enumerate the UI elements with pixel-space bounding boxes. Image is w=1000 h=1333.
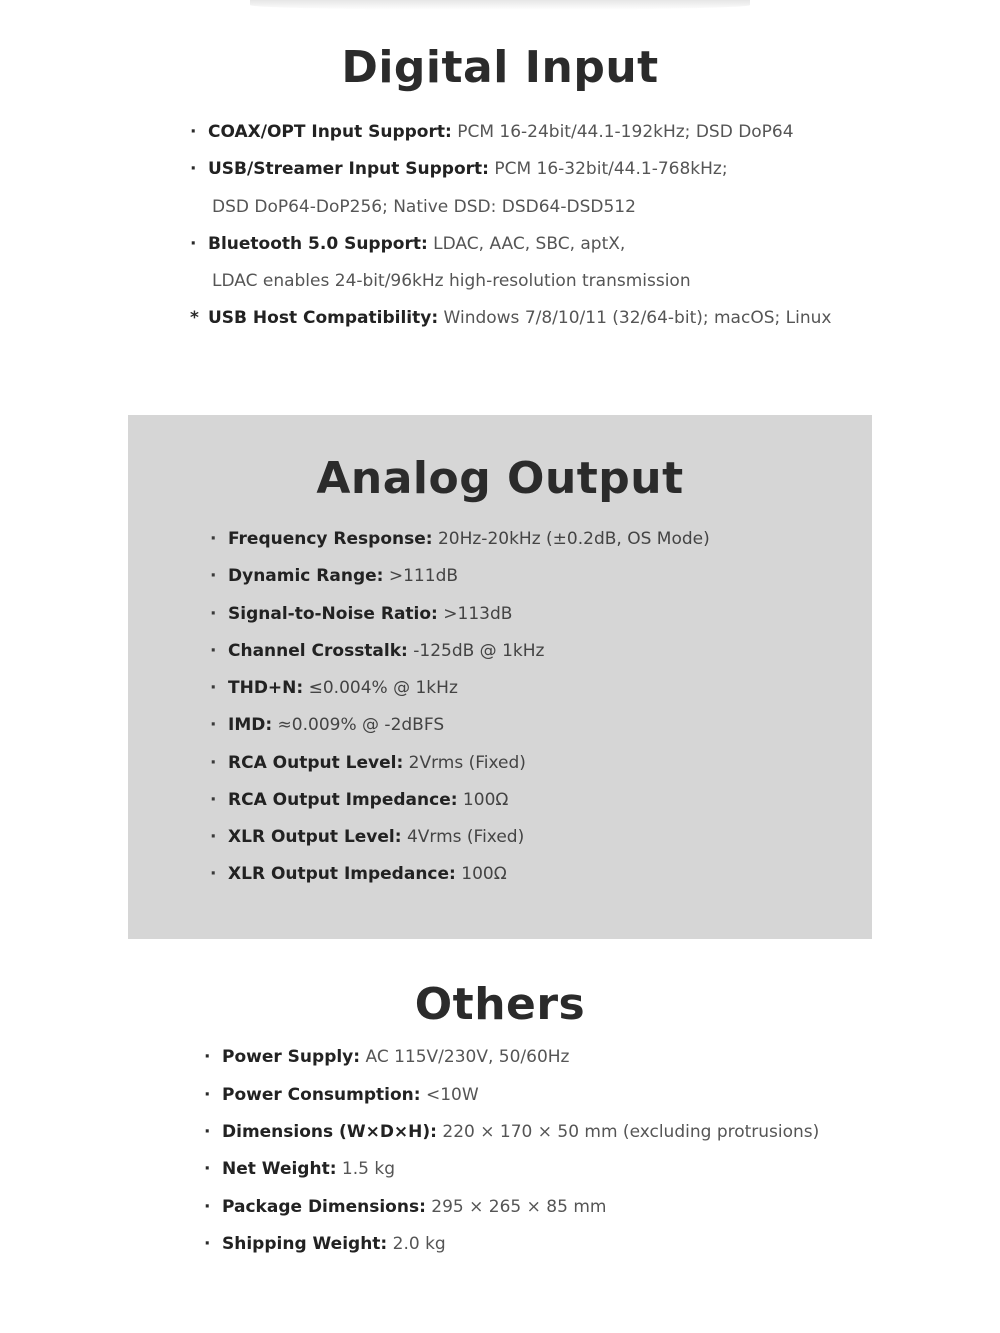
spec-label: Channel Crosstalk: [228,641,408,661]
list-item [210,826,524,848]
spec-value: <10W [420,1085,479,1105]
spec-value: -125dB @ 1kHz [407,641,545,661]
bullet: · [204,1085,211,1105]
spec-value: 100Ω [455,864,507,884]
spec-value-continued: LDAC enables 24-bit/96kHz high-resolution transmission [212,271,691,291]
spec-value-continued: DSD DoP64-DoP256; Native DSD: DSD64-DSD512 [212,197,636,217]
bullet: · [190,122,197,142]
bullet: · [210,678,217,698]
spec-value: 1.5 kg [336,1159,395,1179]
spec-value: LDAC, AAC, SBC, aptX, [427,234,626,254]
spec-value: 4Vrms (Fixed) [401,827,525,847]
bullet: · [204,1234,211,1254]
list-item [210,752,526,774]
bullet: · [210,604,217,624]
list-item-continuation [212,196,636,218]
list-item [204,1158,395,1180]
spec-value: ≤0.004% @ 1kHz [303,678,458,698]
list-item [210,714,444,736]
bullet: · [210,827,217,847]
list-item [210,603,512,625]
spec-value: >113dB [437,604,513,624]
spec-value: ≈0.009% @ -2dBFS [272,715,445,735]
spec-label: Dimensions (W×D×H): [222,1122,437,1142]
spec-value: Windows 7/8/10/11 (32/64-bit); macOS; Linux [438,308,832,328]
spec-label: USB Host Compatibility: [208,308,439,328]
list-item [210,677,458,699]
bullet: · [204,1197,211,1217]
spec-value: PCM 16-32bit/44.1-768kHz; [488,159,728,179]
list-item [204,1196,606,1218]
analog-output-panel [128,415,872,939]
spec-value: 295 × 265 × 85 mm [425,1197,607,1217]
list-item [210,528,710,550]
bullet: · [210,641,217,661]
analog-output-title: Analog Output [316,453,684,504]
list-item-continuation [212,270,691,292]
list-item [190,121,794,143]
spec-label: THD+N: [228,678,304,698]
bullet: · [210,715,217,735]
bullet: · [210,753,217,773]
list-item [210,640,544,662]
list-item [190,233,625,255]
spec-value: PCM 16-24bit/44.1-192kHz; DSD DoP64 [451,122,794,142]
spec-label: IMD: [228,715,273,735]
bullet: · [210,864,217,884]
list-item [204,1233,446,1255]
bullet: · [204,1047,211,1067]
list-item [210,565,458,587]
top-divider-shadow [250,0,750,10]
spec-label: Power Consumption: [222,1085,421,1105]
asterisk-marker: * [190,308,199,328]
spec-value: 2Vrms (Fixed) [403,753,526,773]
bullet: · [210,790,217,810]
list-item [190,158,728,180]
spec-label: Package Dimensions: [222,1197,426,1217]
spec-label: Net Weight: [222,1159,337,1179]
spec-label: Shipping Weight: [222,1234,388,1254]
list-item [204,1046,569,1068]
list-item [210,789,508,811]
bullet: · [210,566,217,586]
bullet: · [190,159,197,179]
spec-value: 20Hz-20kHz (±0.2dB, OS Mode) [432,529,710,549]
spec-label: RCA Output Level: [228,753,404,773]
spec-label: Dynamic Range: [228,566,384,586]
spec-label: COAX/OPT Input Support: [208,122,452,142]
spec-value: AC 115V/230V, 50/60Hz [360,1047,570,1067]
digital-input-title: Digital Input [341,42,659,93]
spec-label: XLR Output Impedance: [228,864,456,884]
spec-value: 100Ω [457,790,509,810]
spec-label: Signal-to-Noise Ratio: [228,604,438,624]
spec-value: >111dB [383,566,459,586]
spec-label: USB/Streamer Input Support: [208,159,489,179]
spec-label: Frequency Response: [228,529,433,549]
spec-label: RCA Output Impedance: [228,790,458,810]
spec-label: Power Supply: [222,1047,361,1067]
list-item [204,1084,479,1106]
list-item [210,863,507,885]
bullet: · [204,1159,211,1179]
bullet: · [204,1122,211,1142]
list-item [204,1121,819,1143]
spec-value: 2.0 kg [387,1234,446,1254]
bullet: · [210,529,217,549]
spec-label: XLR Output Level: [228,827,402,847]
spec-label: Bluetooth 5.0 Support: [208,234,428,254]
spec-value: 220 × 170 × 50 mm (excluding protrusions) [436,1122,820,1142]
others-title: Others [414,979,586,1030]
list-item [190,307,831,329]
bullet: · [190,234,197,254]
